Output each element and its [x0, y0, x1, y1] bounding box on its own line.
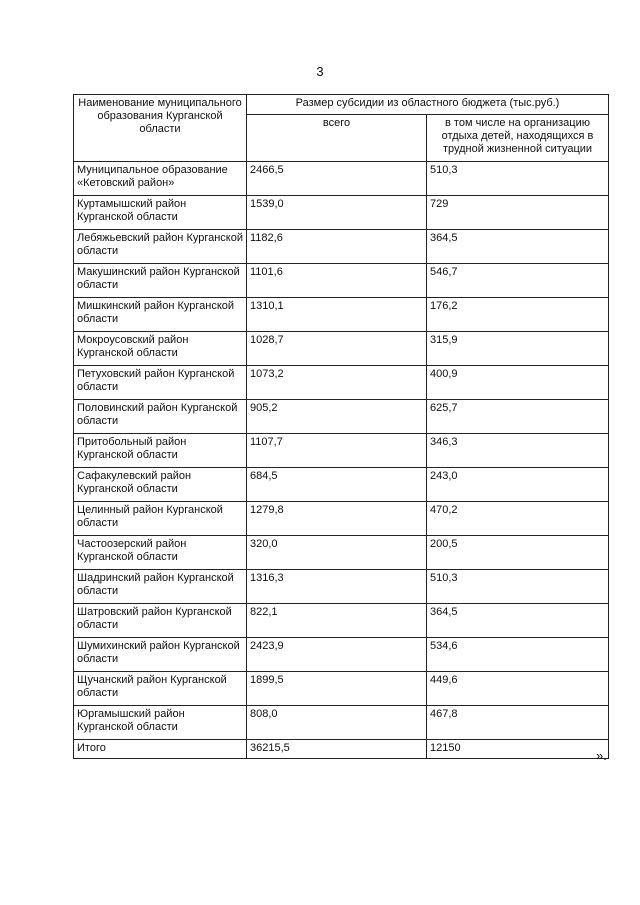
subsidy-total: 1279,8 — [247, 502, 427, 536]
municipality-name: Щучанский район Курганской области — [74, 672, 247, 706]
subsidy-total: 1310,1 — [247, 298, 427, 332]
subsidy-including: 625,7 — [427, 400, 609, 434]
municipality-name: Шумихинский район Курганской области — [74, 638, 247, 672]
subsidy-table — [73, 94, 609, 759]
subsidy-including: 449,6 — [427, 672, 609, 706]
subsidy-including: 534,6 — [427, 638, 609, 672]
subsidy-including: 729 — [427, 196, 609, 230]
table-body — [74, 162, 609, 740]
table-row — [74, 162, 609, 196]
header-including: в том числе на организацию отдыха детей, находящихся в трудной жизненной ситуации — [427, 114, 609, 161]
municipality-name: Юргамышский район Курганской области — [74, 706, 247, 740]
subsidy-including: 470,2 — [427, 502, 609, 536]
table-row — [74, 672, 609, 706]
subsidy-including: 200,5 — [427, 536, 609, 570]
municipality-name: Половинский район Курганской области — [74, 400, 247, 434]
subsidy-total: 1101,6 — [247, 264, 427, 298]
subsidy-including: 467,8 — [427, 706, 609, 740]
subsidy-including: 400,9 — [427, 366, 609, 400]
table-row — [74, 332, 609, 366]
table-row — [74, 502, 609, 536]
table-row — [74, 536, 609, 570]
table-row — [74, 434, 609, 468]
table-row — [74, 366, 609, 400]
subsidy-total: 822,1 — [247, 604, 427, 638]
subsidy-including: 364,5 — [427, 604, 609, 638]
table-row — [74, 638, 609, 672]
table-row — [74, 468, 609, 502]
subsidy-total: 808,0 — [247, 706, 427, 740]
subsidy-total: 1539,0 — [247, 196, 427, 230]
municipality-name: Муниципальное образование «Кетовский район» — [74, 162, 247, 196]
table-row — [74, 230, 609, 264]
municipality-name: Сафакулевский район Курганской области — [74, 468, 247, 502]
municipality-name: Куртамышский район Курганской области — [74, 196, 247, 230]
subsidy-including: 510,3 — [427, 162, 609, 196]
subsidy-including: 346,3 — [427, 434, 609, 468]
municipality-name: Частоозерский район Курганской области — [74, 536, 247, 570]
municipality-name: Шатровский район Курганской области — [74, 604, 247, 638]
subsidy-total: 320,0 — [247, 536, 427, 570]
municipality-name: Притобольный район Курганской области — [74, 434, 247, 468]
total-sum: 36215,5 — [247, 740, 427, 759]
table-row — [74, 570, 609, 604]
subsidy-total: 684,5 — [247, 468, 427, 502]
header-subsidy-amount: Размер субсидии из областного бюджета (тыс.руб.) — [247, 95, 609, 115]
municipality-name: Мишкинский район Курганской области — [74, 298, 247, 332]
header-total: всего — [247, 114, 427, 161]
municipality-name: Целинный район Курганской области — [74, 502, 247, 536]
subsidy-total: 1073,2 — [247, 366, 427, 400]
subsidy-total: 1107,7 — [247, 434, 427, 468]
subsidy-including: 510,3 — [427, 570, 609, 604]
table-row — [74, 196, 609, 230]
table-row — [74, 298, 609, 332]
subsidy-including: 176,2 — [427, 298, 609, 332]
subsidy-including: 546,7 — [427, 264, 609, 298]
subsidy-total: 1899,5 — [247, 672, 427, 706]
municipality-name: Петуховский район Курганской области — [74, 366, 247, 400]
subsidy-total: 1316,3 — [247, 570, 427, 604]
subsidy-total: 2466,5 — [247, 162, 427, 196]
municipality-name: Макушинский район Курганской области — [74, 264, 247, 298]
subsidy-including: 315,9 — [427, 332, 609, 366]
page-number: 3 — [316, 64, 324, 79]
total-including: 12150 — [427, 740, 609, 759]
subsidy-total: 1028,7 — [247, 332, 427, 366]
subsidy-total: 905,2 — [247, 400, 427, 434]
subsidy-total: 1182,6 — [247, 230, 427, 264]
municipality-name: Мокроусовский район Курганской области — [74, 332, 247, 366]
table-row — [74, 604, 609, 638]
header-municipality: Наименование муниципального образования Курганской области — [74, 95, 247, 162]
total-label: Итого — [74, 740, 247, 759]
table-row — [74, 706, 609, 740]
total-row — [74, 740, 609, 759]
closing-quote-mark: ». — [596, 748, 607, 763]
subsidy-total: 2423,9 — [247, 638, 427, 672]
table-row — [74, 264, 609, 298]
table-row — [74, 400, 609, 434]
subsidy-including: 243,0 — [427, 468, 609, 502]
municipality-name: Шадринский район Курганской области — [74, 570, 247, 604]
municipality-name: Лебяжьевский район Курганской области — [74, 230, 247, 264]
subsidy-including: 364,5 — [427, 230, 609, 264]
